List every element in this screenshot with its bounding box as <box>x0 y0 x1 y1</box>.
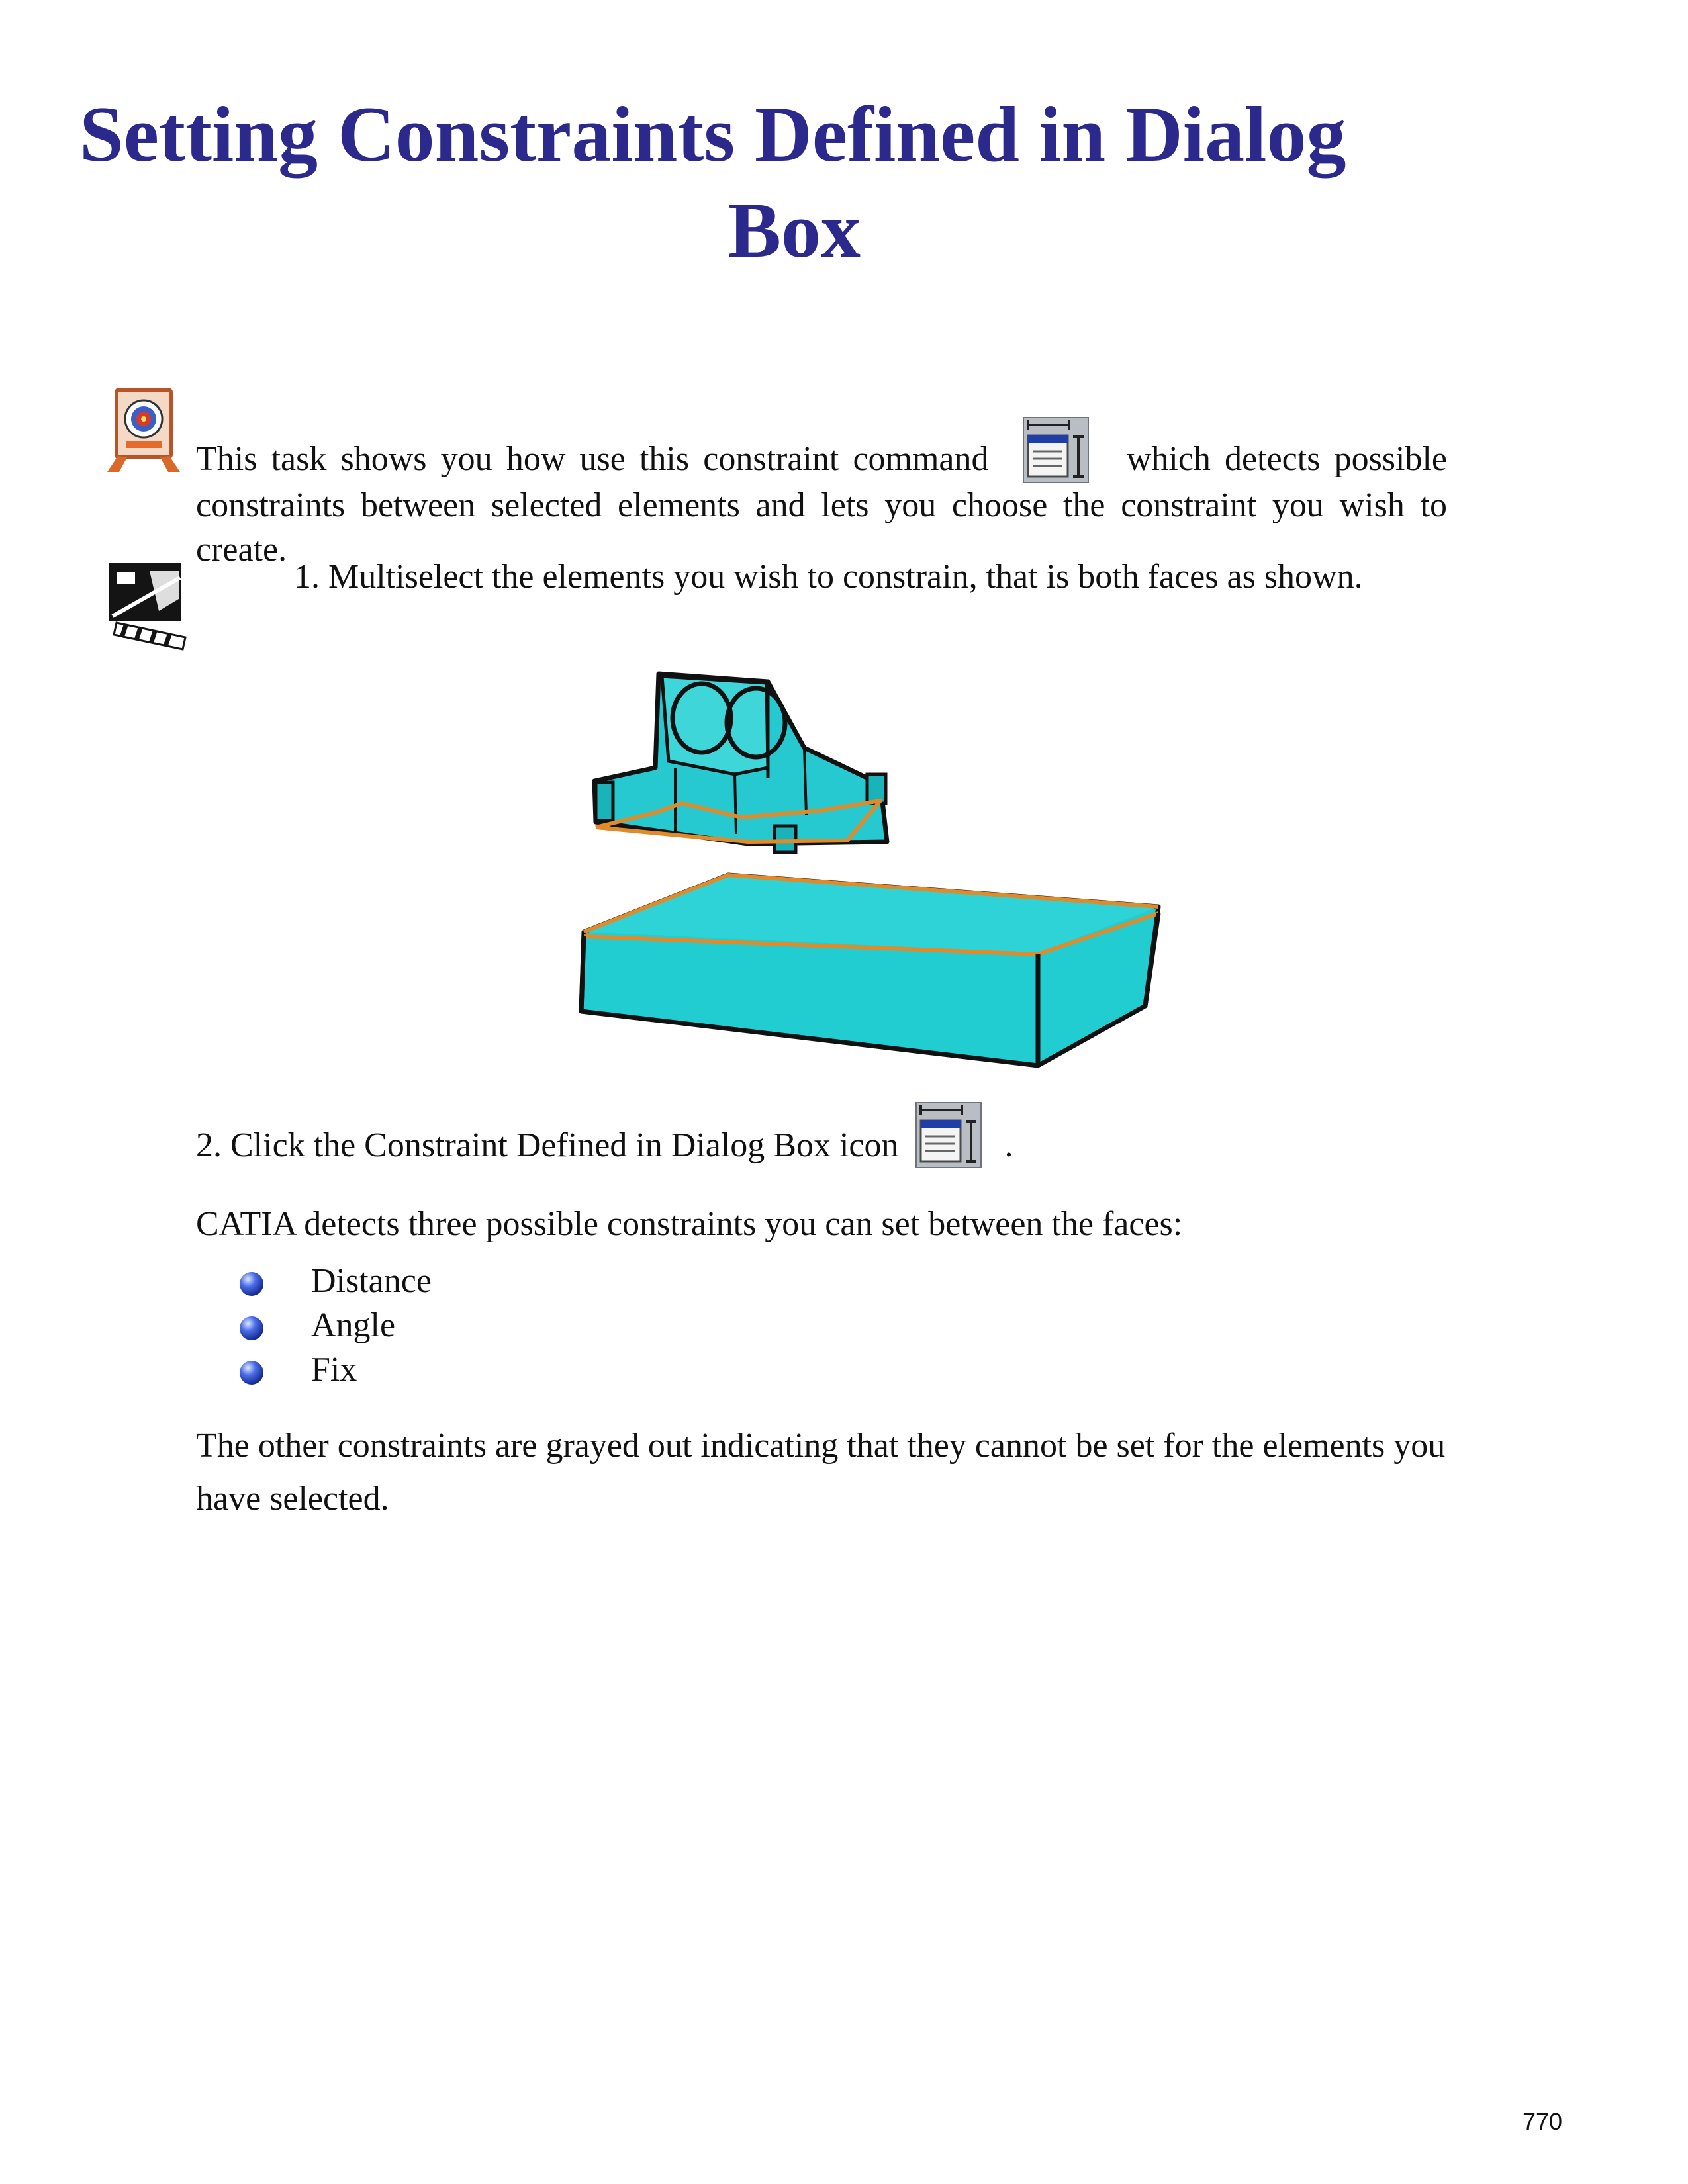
list-item <box>238 1347 432 1392</box>
list-item <box>238 1303 432 1347</box>
blue-bullet-icon <box>238 1315 265 1342</box>
task-target-icon <box>106 387 182 473</box>
page-title-line-1: Setting Constraints Defined in Dialog <box>79 90 1346 178</box>
grayed-out-note: The other constraints are grayed out indicating that they cannot be set for the elements you have selected. <box>196 1427 1446 1518</box>
intro-text-after: which detects possible constraints between selected elements and lets you choose the constraint you wish to create. <box>196 440 1448 569</box>
assembly-model-image <box>569 668 1192 1092</box>
constraint-defined-in-dialog-box-icon-2[interactable] <box>915 1102 982 1168</box>
step-2-text-after: . <box>1004 1126 1013 1164</box>
intro-text-before: This task shows you how use this constraint command <box>196 440 989 478</box>
step-clapperboard-icon <box>106 559 189 652</box>
constraint-angle: Angle <box>311 1306 396 1344</box>
constraint-list <box>238 1259 432 1392</box>
page-title <box>79 86 1430 278</box>
lower-part <box>581 875 1158 1066</box>
constraint-fix: Fix <box>311 1351 357 1388</box>
page-number: 770 <box>1523 2108 1563 2135</box>
detects-text: CATIA detects three possible constraints you can set between the faces: <box>196 1205 1183 1243</box>
blue-bullet-icon <box>238 1271 265 1297</box>
step-1-text: 1. Multiselect the elements you wish to constrain, that is both faces as shown. <box>294 558 1363 596</box>
step-2-text-before: 2. Click the Constraint Defined in Dialog Box icon <box>196 1126 899 1164</box>
constraint-defined-in-dialog-box-icon[interactable] <box>1023 417 1089 483</box>
step-2-text <box>196 1102 1454 1179</box>
list-item <box>238 1259 432 1303</box>
blue-bullet-icon <box>238 1359 265 1386</box>
constraint-distance: Distance <box>311 1262 432 1300</box>
page-title-line-2: Box <box>727 186 861 274</box>
upper-part <box>594 674 887 852</box>
intro-paragraph <box>196 417 1447 572</box>
